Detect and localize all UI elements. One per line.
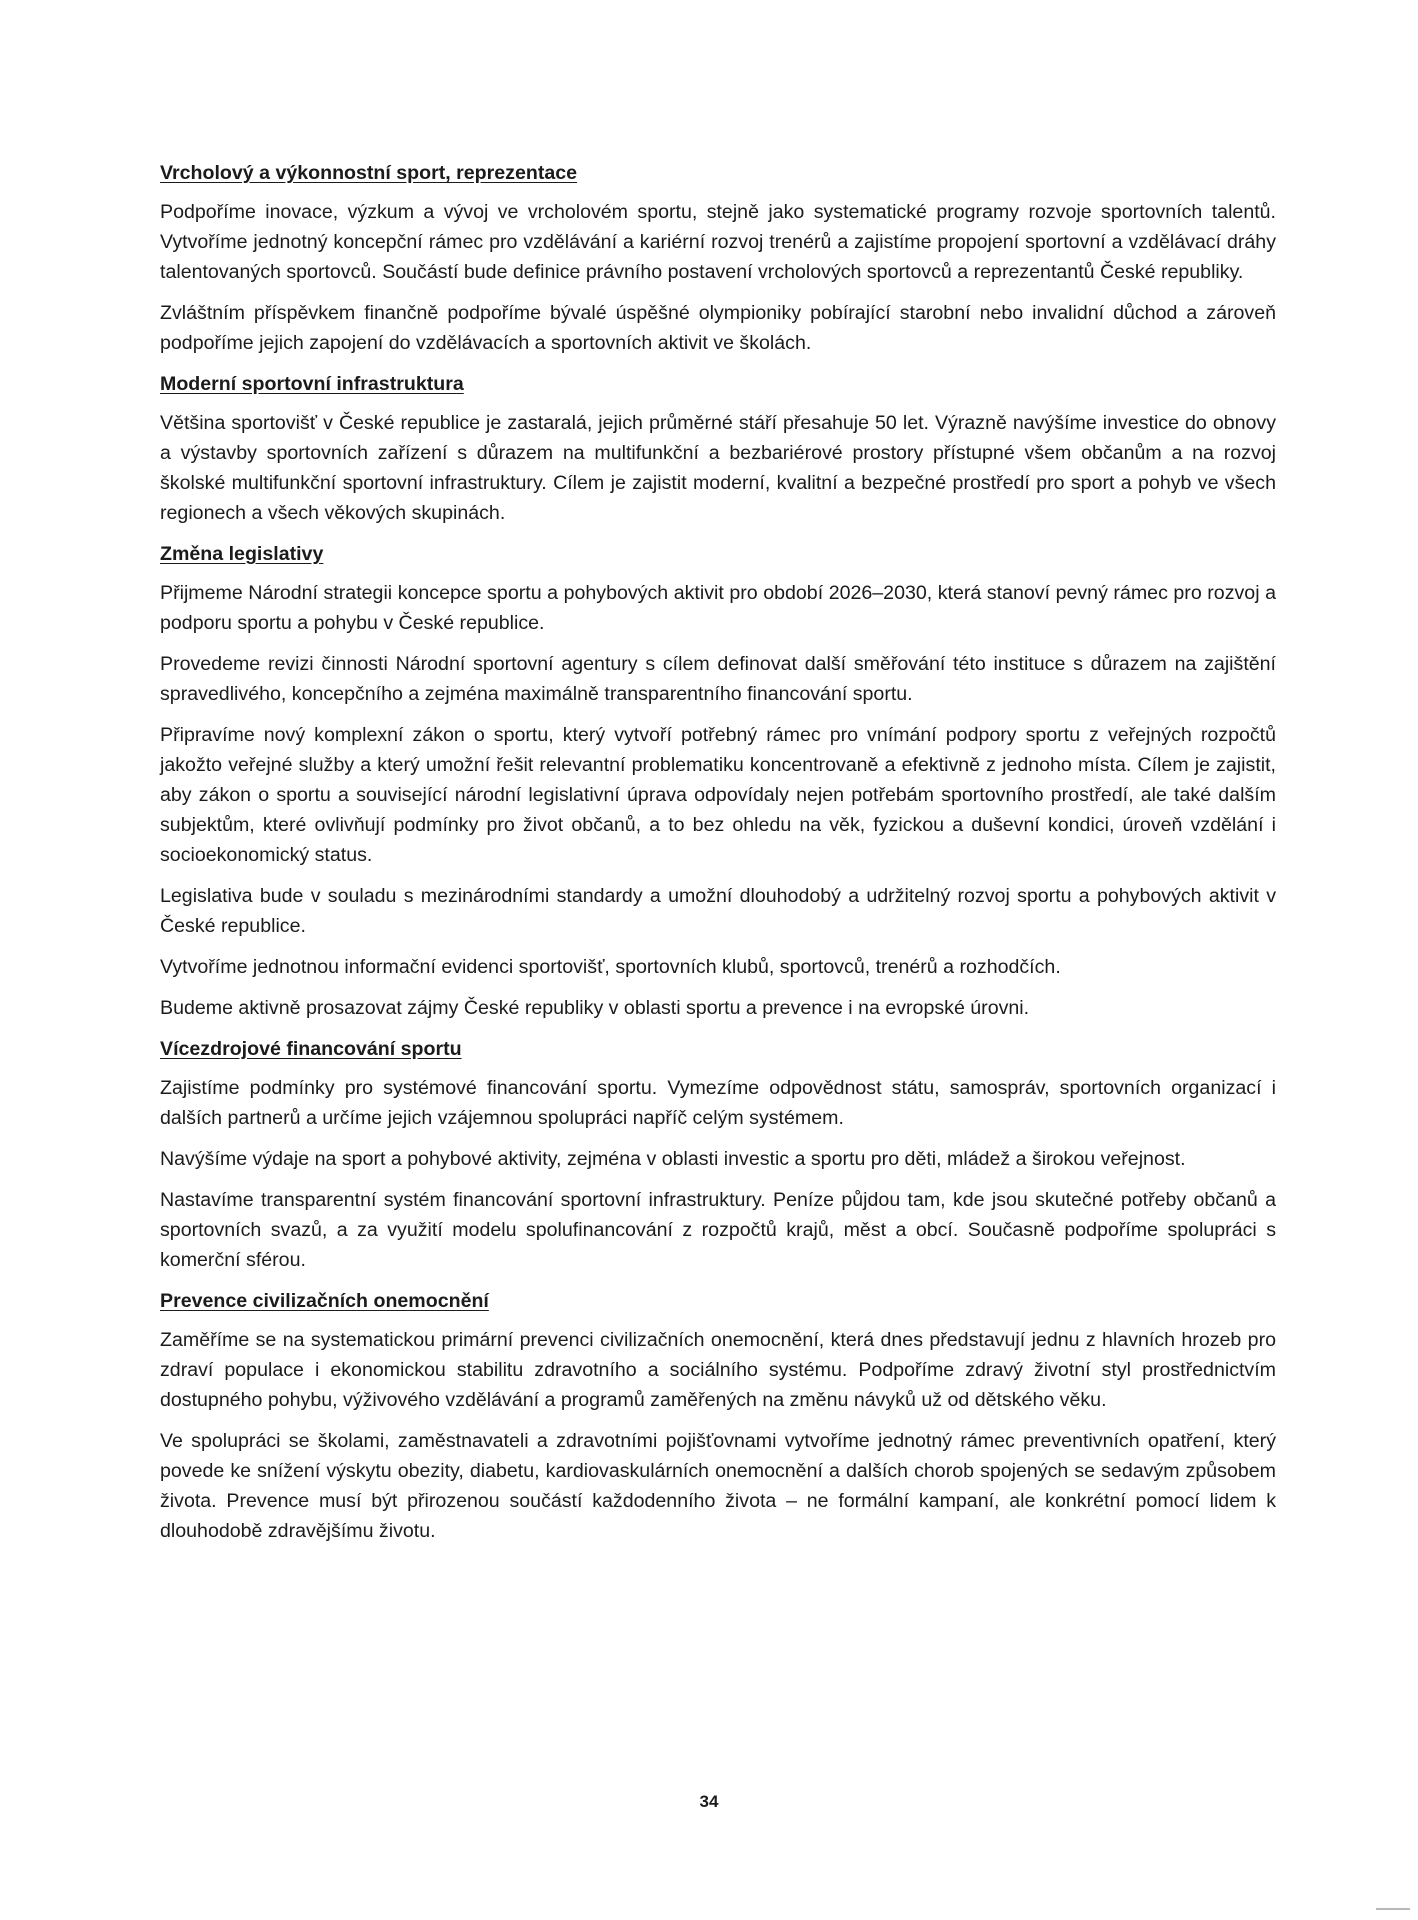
paragraph: Podpoříme inovace, výzkum a vývoj ve vrcholovém sportu, stejně jako systematické programy rozvoje sportovních talentů. Vytvoříme jednotný koncepční rámec pro vzdělávání a kariérní rozvoj trenérů a zajistíme propojení sportovní a vzdělávací dráhy talentovaných sportovců. Součástí bude definice právního postavení vrcholových sportovců a reprezentantů České republiky. <box>160 201 1276 283</box>
scan-artifact <box>1376 1908 1410 1910</box>
section-infrastruktura <box>160 369 1276 528</box>
section-legislativa <box>160 539 1276 1023</box>
paragraph: Legislativa bude v souladu s mezinárodními standardy a umožní dlouhodobý a udržitelný rozvoj sportu a pohybových aktivit v České republice. <box>160 885 1276 937</box>
page-number: 34 <box>699 1792 719 1811</box>
paragraph: Provedeme revizi činnosti Národní sportovní agentury s cílem definovat další směřování této instituce s důrazem na zajištění spravedlivého, koncepčního a zejména maximálně transparentního financování sportu. <box>160 653 1276 705</box>
section-heading: Moderní sportovní infrastruktura <box>160 373 464 395</box>
document-body <box>160 158 1276 1557</box>
paragraph: Vytvoříme jednotnou informační evidenci sportovišť, sportovních klubů, sportovců, trenérů a rozhodčích. <box>160 956 1061 978</box>
paragraph: Přijmeme Národní strategii koncepce sportu a pohybových aktivit pro období 2026–2030, která stanoví pevný rámec pro rozvoj a podporu sportu a pohybu v České republice. <box>160 582 1276 634</box>
paragraph: Připravíme nový komplexní zákon o sportu, který vytvoří potřebný rámec pro vnímání podpory sportu z veřejných rozpočtů jakožto veřejné služby a který umožní řešit relevantní problematiku koncentrovaně a efektivně z jednoho místa. Cílem je zajistit, aby zákon o sportu a související národní legislativní úprava odpovídaly nejen potřebám sportovního prostředí, ale také dalším subjektům, které ovlivňují podmínky pro život občanů, a to bez ohledu na věk, fyzickou a duševní kondici, úroveň vzdělání i socioekonomický status. <box>160 724 1276 866</box>
paragraph: Většina sportovišť v České republice je zastaralá, jejich průměrné stáří přesahuje 50 let. Výrazně navýšíme investice do obnovy a výstavby sportovních zařízení s důrazem na multifunkční a bezbariérové prostory přístupné všem občanům a na rozvoj školské multifunkční sportovní infrastruktury. Cílem je zajistit moderní, kvalitní a bezpečné prostředí pro sport a pohyb ve všech regionech a všech věkových skupinách. <box>160 412 1276 524</box>
paragraph: Zaměříme se na systematickou primární prevenci civilizačních onemocnění, která dnes představují jednu z hlavních hrozeb pro zdraví populace i ekonomickou stabilitu zdravotního a sociálního systému. Podpoříme zdravý životní styl prostřednictvím dostupného pohybu, výživového vzdělávání a programů zaměřených na změnu návyků už od dětského věku. <box>160 1329 1276 1411</box>
paragraph: Zvláštním příspěvkem finančně podpoříme bývalé úspěšné olympioniky pobírající starobní nebo invalidní důchod a zároveň podpoříme jejich zapojení do vzdělávacích a sportovních aktivit ve školách. <box>160 302 1276 354</box>
paragraph: Zajistíme podmínky pro systémové financování sportu. Vymezíme odpovědnost státu, samospráv, sportovních organizací i dalších partnerů a určíme jejich vzájemnou spolupráci napříč celým systémem. <box>160 1077 1276 1129</box>
paragraph: Ve spolupráci se školami, zaměstnavateli a zdravotními pojišťovnami vytvoříme jednotný rámec preventivních opatření, který povede ke snížení výskytu obezity, diabetu, kardiovaskulárních onemocnění a dalších chorob spojených se sedavým způsobem života. Prevence musí být přirozenou součástí každodenního života – ne formální kampaní, ale konkrétní pomocí lidem k dlouhodobě zdravějšímu životu. <box>160 1430 1276 1542</box>
section-prevence <box>160 1286 1276 1546</box>
section-heading: Prevence civilizačních onemocnění <box>160 1290 489 1312</box>
paragraph: Navýšíme výdaje na sport a pohybové aktivity, zejména v oblasti investic a sportu pro děti, mládež a širokou veřejnost. <box>160 1148 1186 1170</box>
section-heading: Vrcholový a výkonnostní sport, reprezentace <box>160 162 578 184</box>
section-vrcholovy-sport <box>160 158 1276 358</box>
paragraph: Nastavíme transparentní systém financování sportovní infrastruktury. Peníze půjdou tam, kde jsou skutečné potřeby občanů a sportovních svazů, a za využití modelu spolufinancování z rozpočtů krajů, měst a obcí. Současně podpoříme spolupráci s komerční sférou. <box>160 1189 1276 1271</box>
paragraph: Budeme aktivně prosazovat zájmy České republiky v oblasti sportu a prevence i na evropské úrovni. <box>160 997 1030 1019</box>
section-heading: Vícezdrojové financování sportu <box>160 1038 462 1060</box>
section-heading: Změna legislativy <box>160 543 324 565</box>
section-financovani <box>160 1034 1276 1275</box>
